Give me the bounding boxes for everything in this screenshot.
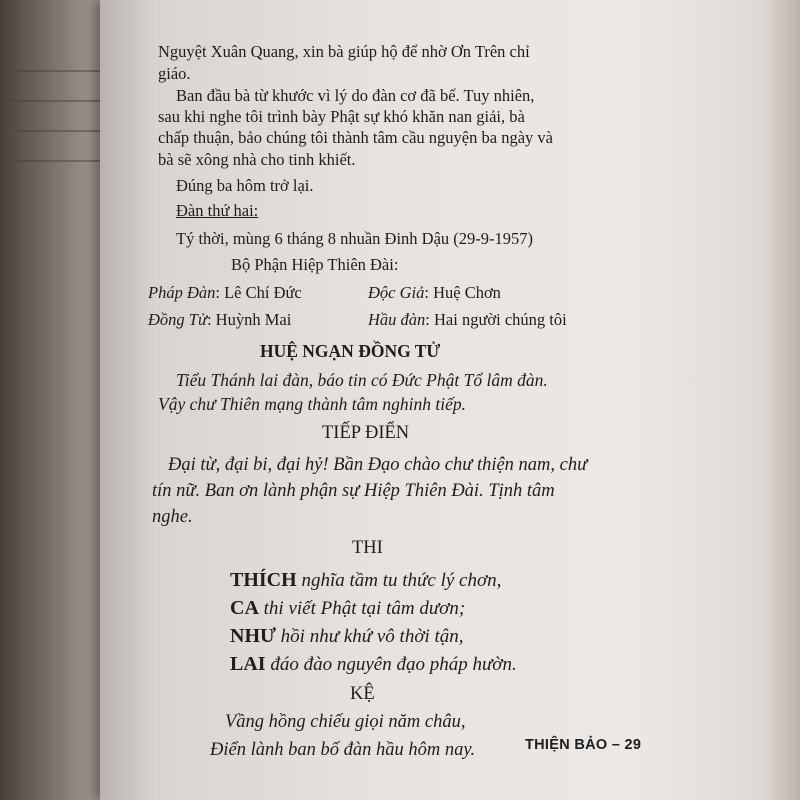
poem-line-text: nghĩa tầm tu thức lý chơn, — [296, 570, 502, 591]
roster-name: : Hai người chúng tôi — [425, 310, 567, 329]
roster-entry — [368, 310, 567, 330]
poem-line-initial: CA — [230, 597, 259, 619]
paragraph-line: Đúng ba hôm trở lại. — [176, 176, 314, 195]
roster-entry — [148, 310, 291, 330]
speaker-text-line: nghe. — [152, 507, 193, 527]
speaker-text-line: Vậy chư Thiên mạng thành tâm nghinh tiếp. — [158, 394, 466, 414]
poem-title: THI — [352, 538, 383, 558]
paragraph-line: giáo. — [158, 64, 191, 83]
paragraph-line: Nguyệt Xuân Quang, xin bà giúp hộ để nhờ Ơn Trên chỉ — [158, 42, 530, 61]
poem-line-text: hồi như khứ vô thời tận, — [275, 626, 464, 647]
verse-line: Điển lành ban bố đàn hầu hôm nay. — [210, 740, 476, 760]
roster-name: : Huỳnh Mai — [206, 310, 292, 329]
poem-line-initial: THÍCH — [230, 569, 297, 591]
speaker-heading: TIẾP ĐIỂN — [322, 423, 410, 443]
roster-entry — [368, 283, 501, 303]
poem-line — [230, 653, 517, 676]
speaker-text-line: Đại từ, đại bi, đại hỷ! Bần Đạo chào chư thiện nam, chư — [168, 455, 588, 475]
roster-entry — [148, 283, 302, 303]
poem-line-initial: LAI — [230, 653, 266, 675]
roster-role: Đồng Tử — [148, 310, 207, 329]
roster-role: Pháp Đàn — [148, 283, 216, 302]
poem-line-text: thi viết Phật tại tâm dươn; — [258, 598, 466, 619]
facing-page-text — [14, 130, 104, 132]
roster-name: : Lê Chí Đức — [215, 283, 302, 302]
roster-role: Độc Giả — [368, 283, 425, 302]
verse-title: KỆ — [350, 684, 375, 704]
roster-role: Hầu đàn — [368, 310, 426, 329]
verse-line: Vầng hồng chiếu giọi năm châu, — [225, 712, 466, 732]
facing-page-text — [14, 100, 104, 102]
page-footer: THIỆN BẢO – 29 — [525, 737, 642, 753]
paragraph-line: bà sẽ xông nhà cho tinh khiết. — [158, 150, 356, 169]
section-heading: Đàn thứ hai: — [176, 201, 259, 220]
speaker-text-line: Tiểu Thánh lai đàn, báo tin có Đức Phật Tổ lâm đàn. — [176, 370, 548, 390]
poem-line-initial: NHƯ — [230, 625, 276, 647]
facing-page-text — [14, 70, 104, 72]
paragraph-line: sau khi nghe tôi trình bày Phật sự khó khăn nan giải, bà — [158, 107, 525, 126]
poem-line-text: đáo đào nguyên đạo pháp hườn. — [265, 654, 517, 675]
poem-line — [230, 625, 464, 648]
page-edge-shadow — [760, 0, 800, 800]
roster-title: Bộ Phận Hiệp Thiên Đài: — [231, 255, 399, 274]
facing-page-text — [14, 160, 104, 162]
speaker-heading: HUỆ NGẠN ĐỒNG TỬ — [260, 341, 441, 361]
paragraph-line: Ban đầu bà từ khước vì lý do đàn cơ đã bế. Tuy nhiên, — [176, 86, 535, 105]
date-line: Tý thời, mùng 6 tháng 8 nhuần Đinh Dậu (29-9-1957) — [176, 229, 534, 248]
speaker-text-line: tín nữ. Ban ơn lành phận sự Hiệp Thiên Đài. Tịnh tâm — [152, 481, 555, 501]
poem-line — [230, 597, 465, 620]
poem-line — [230, 569, 501, 592]
roster-name: : Huệ Chơn — [424, 283, 501, 302]
paragraph-line: chấp thuận, bảo chúng tôi thành tâm cầu nguyện ba ngày và — [158, 128, 553, 147]
